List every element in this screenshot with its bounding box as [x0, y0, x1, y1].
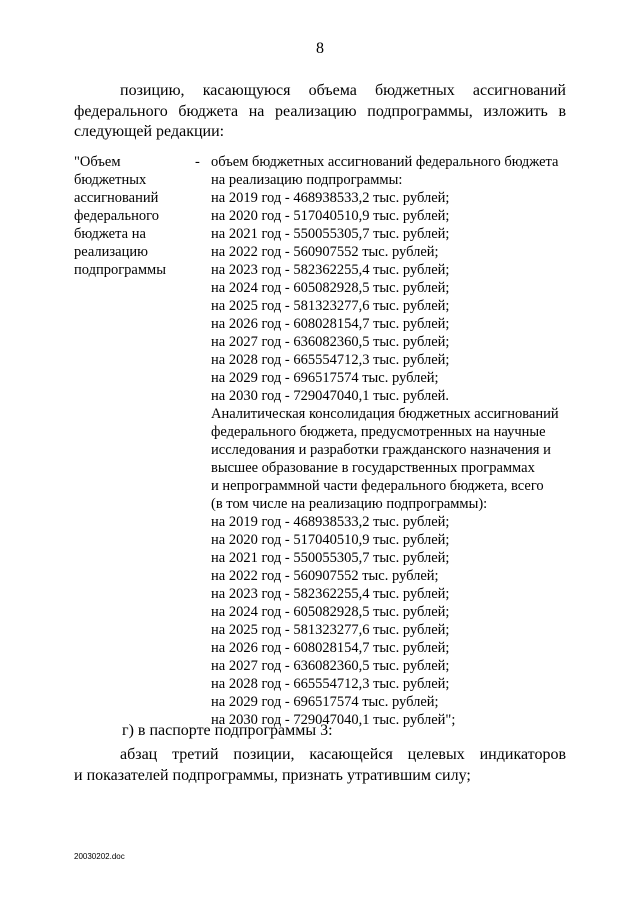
budget-value-line: на 2024 год - 605082928,5 тыс. рублей; [211, 280, 450, 296]
budget-value-line: на 2023 год - 582362255,4 тыс. рублей; [211, 586, 450, 602]
label-dash: - [195, 154, 200, 170]
budget-value-line: на 2030 год - 729047040,1 тыс. рублей"; [211, 712, 456, 728]
budget-label-line: бюджета на [74, 226, 146, 242]
budget-value-line: объем бюджетных ассигнований федерального бюджета [211, 154, 559, 170]
footer-filename: 20030202.doc [74, 852, 125, 861]
budget-value-line: на 2022 год - 560907552 тыс. рублей; [211, 568, 439, 584]
budget-value-line: на 2027 год - 636082360,5 тыс. рублей; [211, 658, 450, 674]
budget-value-line: на 2028 год - 665554712,3 тыс. рублей; [211, 676, 450, 692]
budget-values-column [211, 153, 591, 729]
budget-value-line: на реализацию подпрограммы: [211, 172, 403, 188]
budget-value-line: на 2019 год - 468938533,2 тыс. рублей; [211, 514, 450, 530]
budget-value-line: на 2029 год - 696517574 тыс. рублей; [211, 370, 439, 386]
budget-value-line: на 2021 год - 550055305,7 тыс. рублей; [211, 226, 450, 242]
budget-label-line: подпрограммы [74, 262, 166, 278]
budget-label-line: реализацию [74, 244, 148, 260]
budget-value-line: на 2019 год - 468938533,2 тыс. рублей; [211, 190, 450, 206]
budget-value-line: на 2027 год - 636082360,5 тыс. рублей; [211, 334, 450, 350]
budget-value-line: на 2029 год - 696517574 тыс. рублей; [211, 694, 439, 710]
budget-value-line: на 2023 год - 582362255,4 тыс. рублей; [211, 262, 450, 278]
budget-value-line: Аналитическая консолидация бюджетных ассигнований [211, 406, 559, 422]
budget-value-line: на 2030 год - 729047040,1 тыс. рублей. [211, 388, 450, 404]
page-number: 8 [316, 40, 324, 57]
budget-value-line: высшее образование в государственных программах [211, 460, 535, 476]
budget-label-line: "Объем [74, 154, 121, 170]
budget-label-line: ассигнований [74, 190, 159, 206]
budget-value-line: на 2020 год - 517040510,9 тыс. рублей; [211, 532, 450, 548]
intro-line-1: позицию, касающуюся объема бюджетных ассигнований [120, 82, 566, 99]
budget-label-column [74, 153, 194, 279]
budget-value-line: исследования и разработки гражданского назначения и [211, 442, 551, 458]
budget-value-line: на 2021 год - 550055305,7 тыс. рублей; [211, 550, 450, 566]
budget-value-line: федерального бюджета, предусмотренных на научные [211, 424, 546, 440]
section-g: г) в паспорте подпрограммы 3: [122, 722, 333, 739]
budget-value-line: на 2022 год - 560907552 тыс. рублей; [211, 244, 439, 260]
budget-value-line: на 2028 год - 665554712,3 тыс. рублей; [211, 352, 450, 368]
intro-line-2: федерального бюджета на реализацию подпрограммы, изложить в [74, 103, 566, 120]
budget-value-line: на 2025 год - 581323277,6 тыс. рублей; [211, 298, 450, 314]
budget-value-line: на 2024 год - 605082928,5 тыс. рублей; [211, 604, 450, 620]
abzac-line-2: и показателей подпрограммы, признать утратившим силу; [74, 767, 471, 784]
budget-label-line: бюджетных [74, 172, 147, 188]
budget-value-line: на 2026 год - 608028154,7 тыс. рублей; [211, 640, 450, 656]
budget-value-line: на 2026 год - 608028154,7 тыс. рублей; [211, 316, 450, 332]
intro-line-3: следующей редакции: [74, 123, 225, 140]
budget-label-line: федерального [74, 208, 159, 224]
abzac-line-1: абзац третий позиции, касающейся целевых индикаторов [120, 746, 566, 763]
budget-value-line: на 2020 год - 517040510,9 тыс. рублей; [211, 208, 450, 224]
budget-value-line: (в том числе на реализацию подпрограммы): [211, 496, 488, 512]
budget-value-line: и непрограммной части федерального бюджета, всего [211, 478, 544, 494]
budget-value-line: на 2025 год - 581323277,6 тыс. рублей; [211, 622, 450, 638]
